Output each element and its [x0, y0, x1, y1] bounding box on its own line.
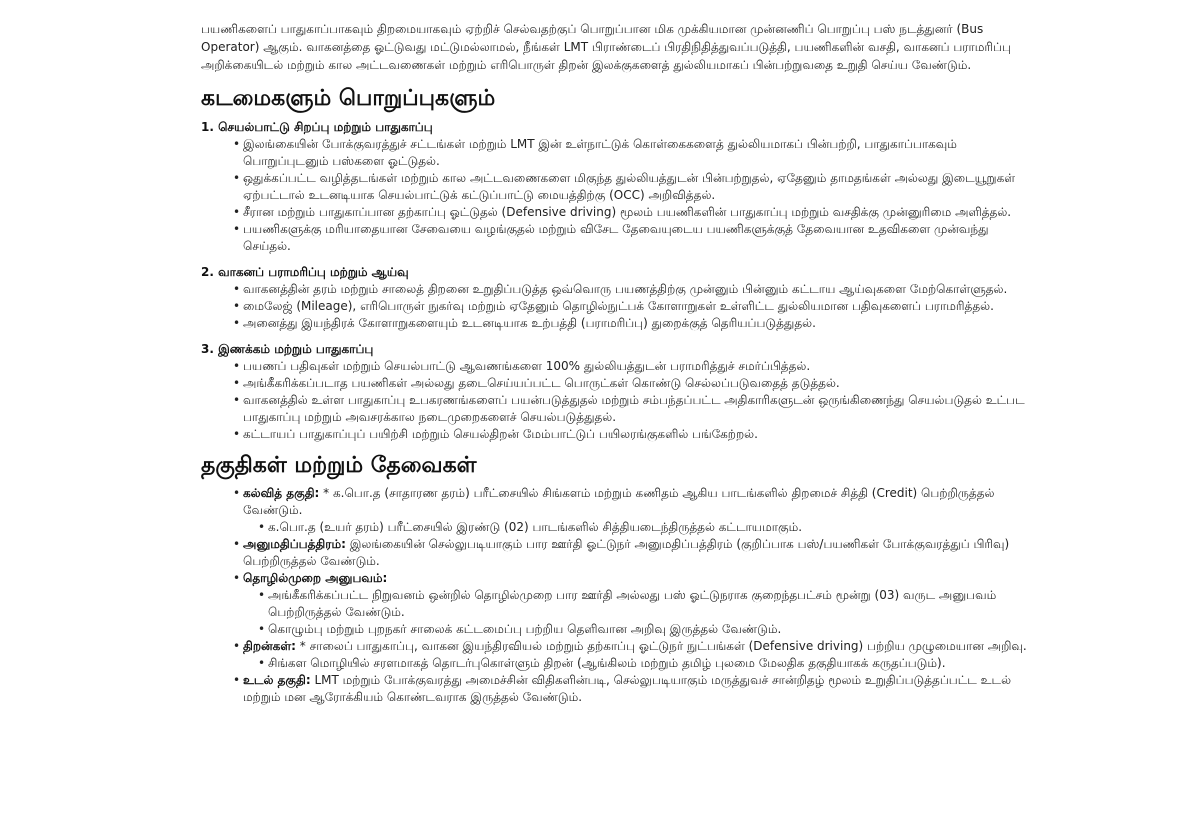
qualification-education [243, 485, 1031, 536]
list-item: • க.பொ.த (உயர் தரம்) பரீட்சையில் இரண்டு (02) பாடங்களில் சித்தியடைந்திருத்தல் கட்டாயமாகும். [268, 519, 1031, 536]
list-item: • பயணிகளுக்கு மரியாதையான சேவையை வழங்குதல் மற்றும் விசேட தேவையுடைய பயணிகளுக்குத் தேவையான உதவிகளை முன்வந்து செய்தல். [243, 221, 1031, 255]
list-item: • வாகனத்தின் தரம் மற்றும் சாலைத் திறனை உறுதிப்படுத்த ஒவ்வொரு பயணத்திற்கு முன்னும் பின்னும் கட்டாய ஆய்வுகளை மேற்கொள்ளுதல். [243, 281, 1031, 298]
job-description-document [201, 0, 1031, 706]
list-item: • அனைத்து இயந்திரக் கோளாறுகளையும் உடனடியாக உற்பத்தி (பராமரிப்பு) துறைக்குத் தெரியப்படுத்துதல். [243, 315, 1031, 332]
qualification-physical [243, 672, 1031, 706]
list-item: • வாகனத்தில் உள்ள பாதுகாப்பு உபகரணங்களைப் பயன்படுத்துதல் மற்றும் சம்பந்தப்பட்ட அதிகாரிகளுடன் ஒருங்கிணைந்து செயல்படுதல் உட்பட பாதுகாப்பு மற்றும் அவசரக்கால நடைமுறைகளைச் செயல்படுத்துதல். [243, 392, 1031, 426]
intro-paragraph: பயணிகளைப் பாதுகாப்பாகவும் திறமையாகவும் ஏற்றிச் செல்வதற்குப் பொறுப்பான மிக முக்கியமான முன்னணிப் பொறுப்பு பஸ் நடத்துனர் (Bus Operator) ஆகும். வாகனத்தை ஓட்டுவது மட்டுமல்லாமல், நீங்கள் LMT பிராண்டைப் பிரதிநிதித்துவப்படுத்தி, பயணிகளின் வசதி, வாகனப் பராமரிப்பு அறிக்கையிடல் மற்றும் கால அட்டவணைகள் மற்றும் எரிபொருள் திறன் இலக்குகளைத் துல்லியமாகப் பின்பற்றுவதை உறுதி செய்ய வேண்டும். [201, 22, 1011, 72]
list-item: • ஒதுக்கப்பட்ட வழித்தடங்கள் மற்றும் கால அட்டவணைகளை மிகுந்த துல்லியத்துடன் பின்பற்றுதல், ஏதேனும் தாமதங்கள் அல்லது இடையூறுகள் ஏற்பட்டால் உடனடியாக செயல்பாட்டுக் கட்டுப்பாட்டு மையத்திற்கு (OCC) அறிவித்தல். [243, 170, 1031, 204]
physical-text: LMT மற்றும் போக்குவரத்து அமைச்சின் விதிகளின்படி, செல்லுபடியாகும் மருத்துவச் சான்றிதழ் மூலம் உறுதிப்படுத்தப்பட்ட உடல் மற்றும் மன ஆரோக்கியம் கொண்டவராக இருத்தல் வேண்டும். [243, 673, 1012, 704]
qualification-license [243, 536, 1031, 570]
duties-section-2-list [201, 281, 1031, 332]
education-text: * க.பொ.த (சாதாரண தரம்) பரீட்சையில் சிங்களம் மற்றும் கணிதம் ஆகிய பாடங்களில் திறமைச் சித்தி (Credit) பெற்றிருத்தல் வேண்டும். [243, 486, 995, 517]
list-item: • சிங்கள மொழியில் சரளமாகத் தொடர்புகொள்ளும் திறன் (ஆங்கிலம் மற்றும் தமிழ் புலமை மேலதிக தகுதியாகக் கருதப்படும்). [268, 655, 1031, 672]
duties-section-1-heading: 1. செயல்பாட்டு சிறப்பு மற்றும் பாதுகாப்பு [201, 120, 433, 134]
experience-label: தொழில்முறை அனுபவம்: [243, 571, 388, 585]
list-item: • பயணப் பதிவுகள் மற்றும் செயல்பாட்டு ஆவணங்களை 100% துல்லியத்துடன் பராமரித்துச் சமர்ப்பித்தல். [243, 358, 1031, 375]
license-label: அனுமதிப்பத்திரம்: [243, 537, 346, 551]
skills-sub-list [243, 655, 1031, 672]
duties-section-1-list [201, 136, 1031, 255]
list-item: • கொழும்பு மற்றும் புறநகர் சாலைக் கட்டமைப்பு பற்றிய தெளிவான அறிவு இருத்தல் வேண்டும். [268, 621, 1031, 638]
duties-section-3-heading: 3. இணக்கம் மற்றும் பாதுகாப்பு [201, 342, 374, 356]
physical-label: உடல் தகுதி: [243, 673, 311, 687]
list-item: • கட்டாயப் பாதுகாப்புப் பயிற்சி மற்றும் செயல்திறன் மேம்பாட்டுப் பயிலரங்குகளில் பங்கேற்றல். [243, 426, 1031, 443]
skills-label: திறன்கள்: [243, 639, 296, 653]
license-text: இலங்கையின் செல்லுபடியாகும் பார ஊர்தி ஓட்டுநர் அனுமதிப்பத்திரம் (குறிப்பாக பஸ்/பயணிகள் போக்குவரத்துப் பிரிவு) பெற்றிருத்தல் வேண்டும். [243, 537, 1010, 568]
duties-section-3-list [201, 358, 1031, 443]
duties-title: கடமைகளும் பொறுப்புகளும் [201, 86, 496, 111]
qualification-experience [243, 570, 1031, 638]
experience-sub-list [243, 587, 1031, 638]
list-item: • அங்கீகரிக்கப்படாத பயணிகள் அல்லது தடைசெய்யப்பட்ட பொருட்கள் கொண்டு செல்லப்படுவதைத் தடுத்தல். [243, 375, 1031, 392]
skills-text: * சாலைப் பாதுகாப்பு, வாகன இயந்திரவியல் மற்றும் தற்காப்பு ஓட்டுநர் நுட்பங்கள் (Defensive driving) பற்றிய முழுமையான அறிவு. [295, 639, 1027, 653]
education-sub-list [243, 519, 1031, 536]
qualifications-title: தகுதிகள் மற்றும் தேவைகள் [201, 453, 477, 478]
qualification-skills [243, 638, 1031, 672]
list-item: • அங்கீகரிக்கப்பட்ட நிறுவனம் ஒன்றில் தொழில்முறை பார ஊர்தி அல்லது பஸ் ஓட்டுநராக குறைந்தபட்சம் மூன்று (03) வருட அனுபவம் பெற்றிருத்தல் வேண்டும். [268, 587, 1031, 621]
list-item: • சீரான மற்றும் பாதுகாப்பான தற்காப்பு ஓட்டுதல் (Defensive driving) மூலம் பயணிகளின் பாதுகாப்பு மற்றும் வசதிக்கு முன்னுரிமை அளித்தல். [243, 204, 1031, 221]
duties-section-2-heading: 2. வாகனப் பராமரிப்பு மற்றும் ஆய்வு [201, 265, 409, 279]
qualifications-list [201, 485, 1031, 706]
list-item: • மைலேஜ் (Mileage), எரிபொருள் நுகர்வு மற்றும் ஏதேனும் தொழில்நுட்பக் கோளாறுகள் உள்ளிட்ட துல்லியமான பதிவுகளைப் பராமரித்தல். [243, 298, 1031, 315]
list-item: • இலங்கையின் போக்குவரத்துச் சட்டங்கள் மற்றும் LMT இன் உள்நாட்டுக் கொள்கைகளைத் துல்லியமாகப் பின்பற்றி, பாதுகாப்பாகவும் பொறுப்புடனும் பஸ்களை ஓட்டுதல். [243, 136, 1031, 170]
education-label: கல்வித் தகுதி: [243, 486, 320, 500]
